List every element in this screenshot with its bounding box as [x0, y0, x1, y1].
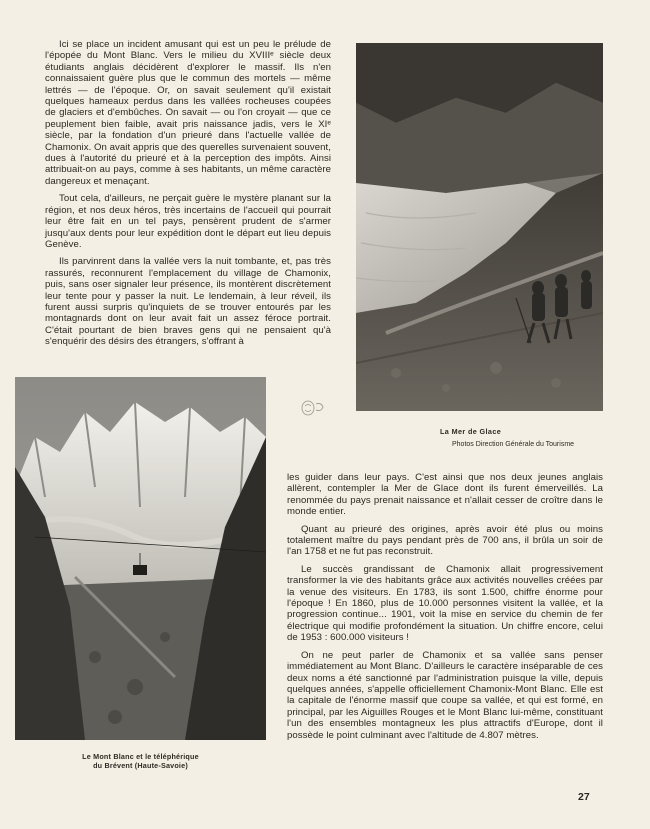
page-number: 27 — [578, 791, 590, 803]
text-column-bottom — [287, 472, 603, 747]
mont-blanc-photo — [15, 377, 266, 740]
paragraph: On ne peut parler de Chamonix et sa vallée sans penser immédiatement au Mont Blanc. D'ailleurs le caractère inséparable de ces deux noms a été sanctionné par l'administration puisque la ville, depuis quelques années, s'appelle officiellement Chamonix-Mont Blanc. Elle est la capitale de l'énorme massif que coupe sa vallée, et qui est formé, en principal, par les Aiguilles Rouges et le Mont Blanc lui-même, constituant l'un des ensembles montagneux les plus attractifs d'Europe, dont il possède le point culminant avec l'altitude de 4.807 mètres. — [287, 649, 603, 741]
paragraph: les guider dans leur pays. C'est ainsi que nos deux jeunes anglais allèrent, contempler la Mer de Glace dont ils furent émerveillés. La renommée du pays prenait naissance et n'allait cesser de croître dans le monde entier. — [287, 472, 603, 518]
caption-line: du Brévent (Haute-Savoie) — [93, 761, 188, 770]
paragraph: Tout cela, d'ailleurs, ne perçait guère le mystère planant sur la région, et nos deux héros, très incertains de l'accueil qui pourrait leur être fait en un tel pays, pensèrent prudent de s'armer jusqu'aux dents pour leur expédition dont le départ eut lieu depuis Genève. — [45, 193, 331, 250]
mer-de-glace-photo — [356, 43, 603, 411]
paragraph: Le succès grandissant de Chamonix allait progressivement transformer la vie des habitants grâce aux activités nouvelles créées par la venue des visiteurs. En 1783, ils sont 1.500, chiffre énorme pour l'époque ! En 1860, plus de 10.000 personnes visitent la vallée, et la progression continue... 1901, voit la mise en service du chemin de fer électrique qui modifie profondément la situation. Un chiffre encore, celui de 1953 : 600.000 visiteurs ! — [287, 563, 603, 644]
paragraph: Ici se place un incident amusant qui est un peu le prélude de l'épopée du Mont Blanc. Vers le milieu du XVIIIᵉ siècle deux étudiants anglais décidèrent d'explorer le massif. Ils n'en connaissaient guère plus que le commun des mortels — même lettrés — de l'époque. Or, on savait seulement qu'il existait quelques hameaux perdus dans les vallées rocheuses coupées de glaciers et d'embûches. On savait — ou l'on croyait — que ce peuplement bien faible, avait pris naissance jadis, vers le XIᵉ siècle, par la fondation d'un prieuré dans l'actuelle vallée de Chamonix. On avait appris que des querelles survenaient souvent, dues à l'autorité du prieuré et à la perception des impôts. Ainsi attribuait-on au pays, comme à ses habitants, un même caractère dangereux et menaçant. — [45, 39, 331, 187]
text-column-top — [45, 39, 331, 354]
mer-de-glace-caption: La Mer de Glace — [440, 427, 502, 436]
paragraph: Ils parvinrent dans la vallée vers la nuit tombante, et, pas très rassurés, reconnurent l'emplacement du village de Chamonix, puis, sans oser signaler leur présence, ils montèrent discrètement leur tente pour y passer la nuit. Le lendemain, à leur réveil, ils furent aussi surpris qu'inquiets de se trouver entourés par les montagnards dont on leur avait fait un assez féroce portrait. C'était pourtant de bien braves gens qui ne pensaient qu'à s'enquérir des désirs des étrangers, s'offrant à — [45, 256, 331, 348]
mont-blanc-caption — [15, 752, 266, 770]
photo-credit: Photos Direction Générale du Tourisme — [452, 441, 575, 448]
library-stamp — [301, 400, 325, 418]
paragraph: Quant au prieuré des origines, après avoir été plus ou moins totalement maître du pays pendant près de 700 ans, il brûla un soir de l'an 1758 et ne fut pas reconstruit. — [287, 523, 603, 558]
caption-line: Le Mont Blanc et le téléphérique — [82, 752, 199, 761]
